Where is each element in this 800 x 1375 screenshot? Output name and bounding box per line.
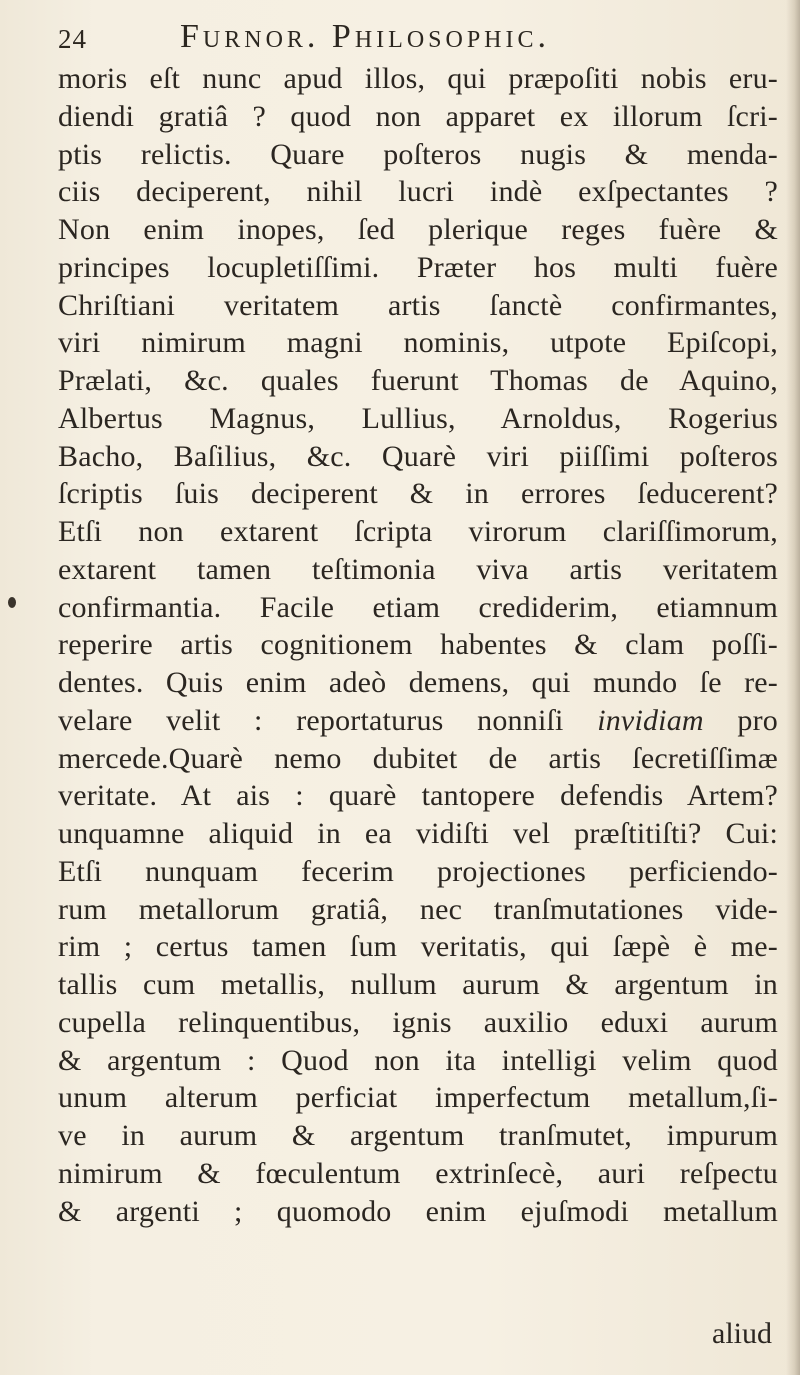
text-line: & argenti ; quomodo enim ejuſmodi metallum — [58, 1194, 778, 1228]
text-line: reperire artis cognitionem habentes & clam poſſi- — [58, 628, 778, 662]
text-line: extarent tamen teſtimonia viva artis veritatem — [58, 552, 778, 586]
text-line: tallis cum metallis, nullum aurum & argentum in — [58, 968, 778, 1001]
running-title: Furnor. Philosophic. — [180, 18, 551, 55]
text-line: unquamne aliquid in ea vidiſti vel præſtitiſti? Cui: — [58, 817, 778, 850]
page-number: 24 — [58, 24, 87, 54]
text-line: moris eſt nunc apud illos, qui præpoſiti nobis eru- — [58, 62, 778, 95]
text-line: Etſi non extarent ſcripta virorum clariſſimorum, — [58, 515, 778, 548]
text-line: Chriſtiani veritatem artis ſanctè confirmantes, — [58, 288, 778, 322]
text-line: & argentum : Quod non ita intelligi velim quod — [58, 1043, 778, 1077]
text-line: ptis relictis. Quare poſteros nugis & menda- — [58, 137, 778, 171]
text-line: veritate. At ais : quarè tantopere defendis Artem? — [58, 779, 778, 813]
text-line: Bacho, Baſilius, &c. Quarè viri piiſſimi poſteros — [58, 439, 778, 473]
text-line: ciis deciperent, nihil lucri indè exſpectantes ? — [58, 175, 778, 209]
body-text — [58, 60, 778, 1230]
text-line: mercede.Quarè nemo dubitet de artis ſecretiſſimæ — [58, 741, 778, 775]
page-edge-shadow — [786, 0, 800, 1375]
text-line: cupella relinquentibus, ignis auxilio eduxi aurum — [58, 1005, 778, 1039]
text-line: nimirum & fœculentum extrinſecè, auri reſpectu — [58, 1156, 778, 1190]
text-line: unum alterum perficiat imperfectum metallum,ſi- — [58, 1081, 778, 1115]
catchword: aliud — [712, 1317, 772, 1350]
text-line: dentes. Quis enim adeò demens, qui mundo ſe re- — [58, 666, 778, 699]
text-line: ſcriptis ſuis deciperent & in errores ſeducerent? — [58, 477, 778, 511]
text-line: rum metallorum gratiâ, nec tranſmutationes vide- — [58, 892, 778, 926]
text-line: principes locupletiſſimi. Præter hos multi fuère — [58, 250, 778, 284]
text-line: velare velit : reportaturus nonniſi invidiam pro — [58, 703, 778, 737]
text-line: Etſi nunquam fecerim projectiones perficiendo- — [58, 854, 778, 888]
text-line: Prælati, &c. quales fuerunt Thomas de Aquino, — [58, 364, 778, 397]
text-line: diendi gratiâ ? quod non apparet ex illorum ſcri- — [58, 99, 778, 133]
margin-ink-dot — [8, 597, 16, 608]
text-line: Albertus Magnus, Lullius, Arnoldus, Rogerius — [58, 401, 778, 435]
text-line: viri nimirum magni nominis, utpote Epiſcopi, — [58, 326, 778, 360]
text-line: ve in aurum & argentum tranſmutet, impurum — [58, 1119, 778, 1152]
text-line: confirmantia. Facile etiam crediderim, etiamnum — [58, 590, 778, 624]
text-line: Non enim inopes, ſed plerique reges fuère & — [58, 213, 778, 246]
page-header — [58, 14, 758, 64]
text-line: rim ; certus tamen ſum veritatis, qui ſæpè è me- — [58, 930, 778, 964]
